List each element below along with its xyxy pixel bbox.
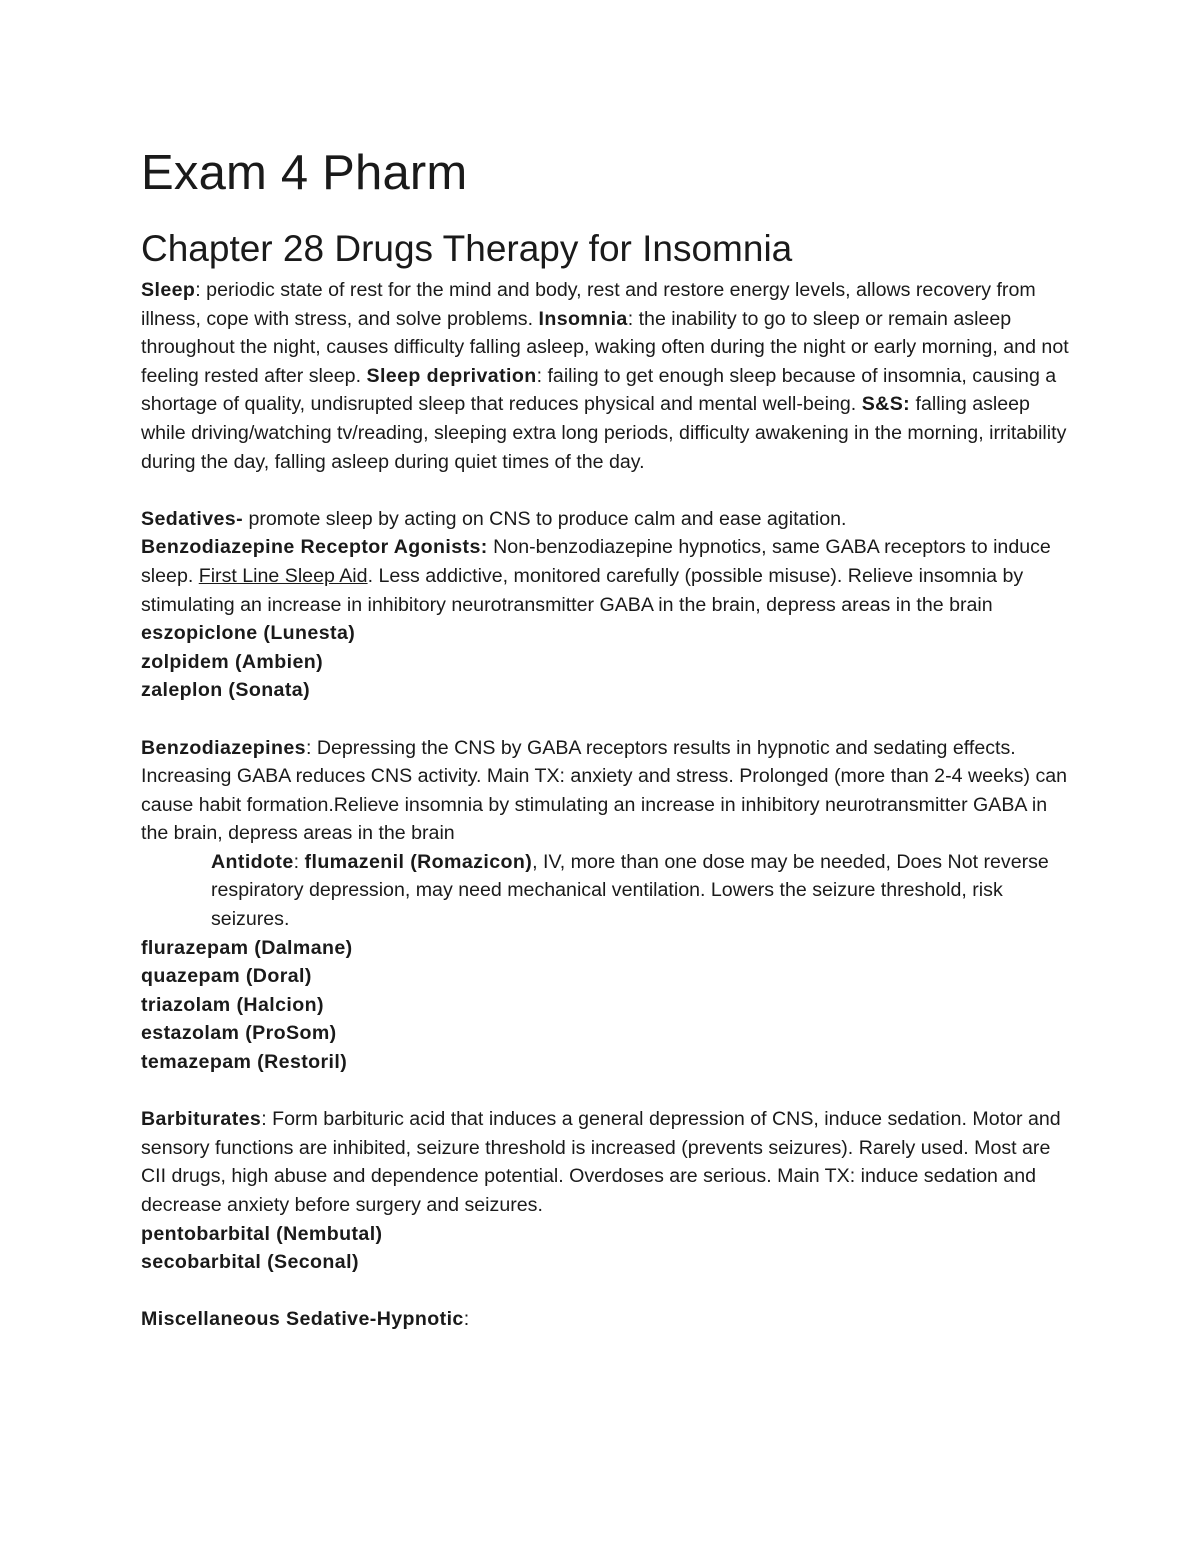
drug-name: flurazepam (Dalmane) (141, 936, 353, 959)
drug-item (141, 934, 1071, 963)
document-page (141, 140, 1071, 1334)
bra-definition-b: . Less addictive, monitored carefully (possible misuse). Relieve insomnia by stimulating an increase in inhibitory neurotransmitter GABA in the brain, depress areas in the brain (141, 564, 1024, 616)
sleep-term: Sleep (141, 279, 196, 301)
benzo-definition: : Depressing the CNS by GABA receptors results in hypnotic and sedating effects. Increasing GABA reduces CNS activity. Main TX: anxiety and stress. Prolonged (more than 2-4 weeks) can cause habit formation.Relieve insomnia by stimulating an increase in inhibitory neurotransmitter GABA in the brain, depress areas in the brain (141, 736, 1068, 845)
benzo-term: Benzodiazepines (141, 736, 306, 759)
drug-item (141, 1248, 1071, 1277)
drug-name: eszopiclone (Lunesta) (141, 622, 356, 645)
drug-item (141, 1220, 1071, 1249)
drug-item (141, 1019, 1071, 1048)
bra-term: Benzodiazepine Receptor Agonists: (141, 536, 488, 559)
drug-name: quazepam (Doral) (141, 965, 312, 988)
drug-item (141, 648, 1071, 677)
misc-definition: : (463, 1308, 470, 1331)
barb-paragraph (141, 1105, 1071, 1219)
insomnia-term: Insomnia (538, 307, 628, 330)
antidote-definition: , IV, more than one dose may be needed, Does Not reverse respiratory depression, may need mechanical ventilation. Lowers the seizure threshold, risk seizures. (211, 850, 1049, 931)
barb-definition: : Form barbituric acid that induces a general depression of CNS, induce sedation. Motor and sensory functions are inhibited, seizure threshold is increased (prevents seizures). Rarely used. Most are CII drugs, high abuse and dependence potential. Overdoses are serious. Main TX: induce sedation and decrease anxiety before surgery and seizures. (141, 1108, 1061, 1216)
drug-item (141, 1048, 1071, 1077)
sedatives-definition: promote sleep by acting on CNS to produce calm and ease agitation. (243, 507, 847, 530)
drug-name: zaleplon (Sonata) (141, 679, 311, 702)
signs-symptoms-term: S&S: (861, 393, 911, 416)
spacer (141, 705, 1071, 734)
signs-symptoms-definition: falling asleep while driving/watching tv/reading, sleeping extra long periods, difficulty awakening in the morning, irritability during the day, falling asleep during quiet times of the day. (141, 393, 1067, 473)
bra-paragraph (141, 533, 1071, 619)
misc-term: Miscellaneous Sedative-Hypnotic (141, 1308, 464, 1331)
drug-item (141, 619, 1071, 648)
sedatives-line (141, 505, 1071, 534)
benzo-paragraph (141, 734, 1071, 848)
intro-paragraph (141, 276, 1071, 476)
drug-name: zolpidem (Ambien) (141, 650, 324, 673)
first-line-sleep-aid: First Line Sleep Aid (198, 564, 368, 587)
antidote-paragraph (141, 848, 1071, 934)
drug-item (141, 676, 1071, 705)
sleep-deprivation-definition: : failing to get enough sleep because of insomnia, causing a shortage of quality, undisrupted sleep that reduces physical and mental well-being. (141, 364, 1057, 416)
drug-name: estazolam (ProSom) (141, 1022, 337, 1045)
sleep-definition: : periodic state of rest for the mind and body, rest and restore energy levels, allows recovery from illness, cope with stress, and solve problems. (141, 279, 1036, 330)
sleep-deprivation-term: Sleep deprivation (366, 364, 537, 387)
drug-item (141, 991, 1071, 1020)
spacer (141, 476, 1071, 505)
drug-name: secobarbital (Seconal) (141, 1251, 359, 1274)
drug-name: triazolam (Halcion) (141, 993, 324, 1016)
spacer (141, 1277, 1071, 1306)
sedatives-term: Sedatives- (141, 507, 244, 530)
drug-name: temazepam (Restoril) (141, 1051, 348, 1074)
antidote-drug: flumazenil (Romazicon) (304, 850, 533, 873)
antidote-separator: : (293, 850, 305, 873)
document-title: Exam 4 Pharm (141, 146, 468, 200)
chapter-heading: Chapter 28 Drugs Therapy for Insomnia (141, 228, 793, 269)
misc-line (141, 1305, 1071, 1334)
drug-item (141, 962, 1071, 991)
drug-name: pentobarbital (Nembutal) (141, 1222, 383, 1245)
bra-definition-a: Non-benzodiazepine hypnotics, same GABA receptors to induce sleep. (141, 536, 1051, 587)
insomnia-definition: : the inability to go to sleep or remain asleep throughout the night, causes difficulty falling asleep, waking often during the night or early morning, and not feeling rested after sleep. (141, 307, 1069, 387)
spacer (141, 1077, 1071, 1106)
barb-term: Barbiturates (141, 1108, 262, 1131)
antidote-term: Antidote (211, 850, 294, 873)
